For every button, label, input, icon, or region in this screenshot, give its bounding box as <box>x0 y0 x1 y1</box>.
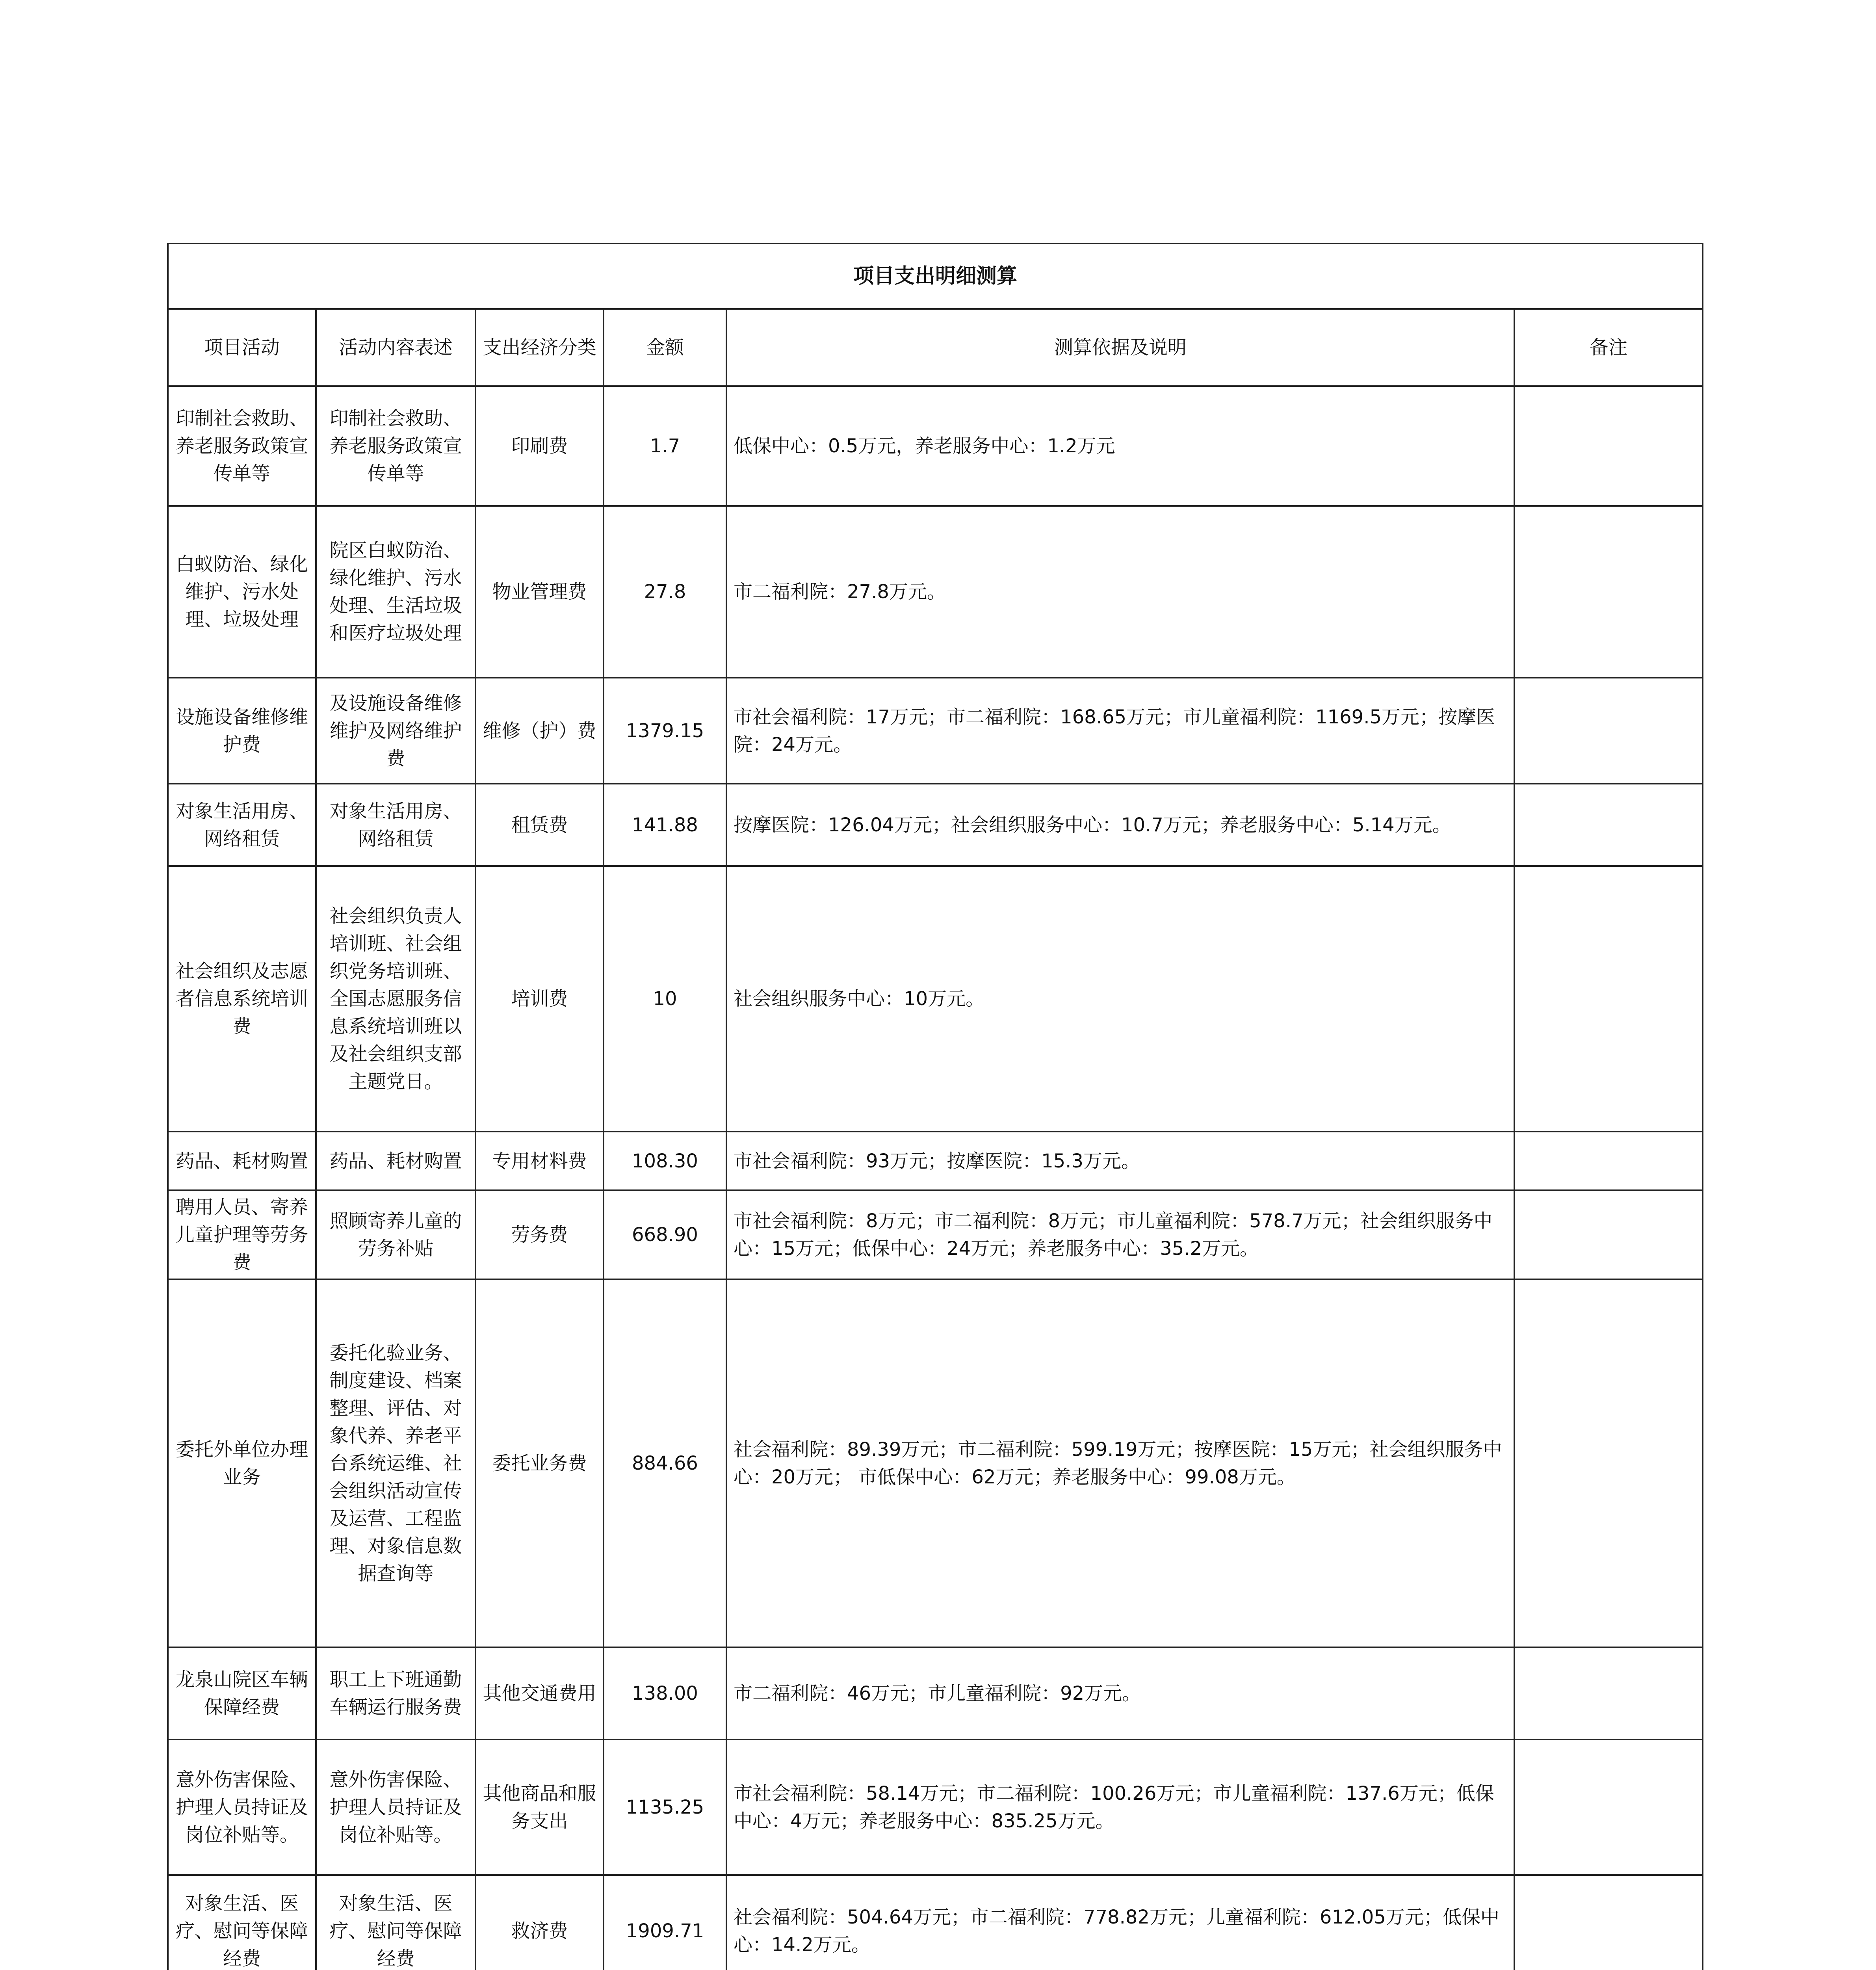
amount-cell: 1135.25 <box>604 1740 726 1875</box>
table-row <box>168 866 1703 1132</box>
amount-cell: 138.00 <box>604 1647 726 1740</box>
table-row <box>168 506 1703 678</box>
header-content: 活动内容表述 <box>316 309 476 386</box>
category-cell: 维修（护）费 <box>476 678 604 784</box>
activity-cell: 印制社会救助、养老服务政策宣传单等 <box>168 386 316 506</box>
basis-cell: 低保中心：0.5万元，养老服务中心：1.2万元 <box>726 386 1514 506</box>
category-cell: 专用材料费 <box>476 1132 604 1190</box>
basis-cell: 社会组织服务中心：10万元。 <box>726 866 1514 1132</box>
category-cell: 救济费 <box>476 1875 604 1970</box>
basis-cell: 市二福利院：46万元；市儿童福利院：92万元。 <box>726 1647 1514 1740</box>
note-cell <box>1514 1190 1703 1279</box>
category-cell: 其他商品和服务支出 <box>476 1740 604 1875</box>
note-cell <box>1514 784 1703 866</box>
basis-cell: 社会福利院：504.64万元；市二福利院：778.82万元；儿童福利院：612.05万元；低保中心：14.2万元。 <box>726 1875 1514 1970</box>
content-cell: 对象生活用房、网络租赁 <box>316 784 476 866</box>
table-title-row <box>168 243 1703 309</box>
header-category: 支出经济分类 <box>476 309 604 386</box>
content-cell: 药品、耗材购置 <box>316 1132 476 1190</box>
amount-cell: 10 <box>604 866 726 1132</box>
basis-cell: 市二福利院：27.8万元。 <box>726 506 1514 678</box>
amount-cell: 668.90 <box>604 1190 726 1279</box>
table-row <box>168 1740 1703 1875</box>
content-cell: 社会组织负责人培训班、社会组织党务培训班、全国志愿服务信息系统培训班以及社会组织支部主题党日。 <box>316 866 476 1132</box>
note-cell <box>1514 678 1703 784</box>
table-row <box>168 784 1703 866</box>
amount-cell: 108.30 <box>604 1132 726 1190</box>
table-row <box>168 678 1703 784</box>
activity-cell: 对象生活用房、网络租赁 <box>168 784 316 866</box>
note-cell <box>1514 1132 1703 1190</box>
note-cell <box>1514 506 1703 678</box>
header-note: 备注 <box>1514 309 1703 386</box>
basis-cell: 市社会福利院：93万元；按摩医院：15.3万元。 <box>726 1132 1514 1190</box>
note-cell <box>1514 1740 1703 1875</box>
table-row <box>168 1190 1703 1279</box>
activity-cell: 意外伤害保险、护理人员持证及岗位补贴等。 <box>168 1740 316 1875</box>
category-cell: 印刷费 <box>476 386 604 506</box>
amount-cell: 1909.71 <box>604 1875 726 1970</box>
content-cell: 对象生活、医疗、慰问等保障经费 <box>316 1875 476 1970</box>
table-row <box>168 1875 1703 1970</box>
table-header-row <box>168 309 1703 386</box>
note-cell <box>1514 386 1703 506</box>
amount-cell: 27.8 <box>604 506 726 678</box>
activity-cell: 社会组织及志愿者信息系统培训费 <box>168 866 316 1132</box>
basis-cell: 市社会福利院：17万元；市二福利院：168.65万元；市儿童福利院：1169.5万元；按摩医院：24万元。 <box>726 678 1514 784</box>
note-cell <box>1514 866 1703 1132</box>
note-cell <box>1514 1279 1703 1647</box>
basis-cell: 市社会福利院：58.14万元；市二福利院：100.26万元；市儿童福利院：137.6万元；低保中心：4万元；养老服务中心：835.25万元。 <box>726 1740 1514 1875</box>
table-row <box>168 1132 1703 1190</box>
amount-cell: 1.7 <box>604 386 726 506</box>
content-cell: 院区白蚁防治、绿化维护、污水处理、生活垃圾和医疗垃圾处理 <box>316 506 476 678</box>
amount-cell: 141.88 <box>604 784 726 866</box>
category-cell: 其他交通费用 <box>476 1647 604 1740</box>
basis-cell: 市社会福利院：8万元；市二福利院：8万元；市儿童福利院：578.7万元；社会组织服务中心：15万元；低保中心：24万元；养老服务中心：35.2万元。 <box>726 1190 1514 1279</box>
activity-cell: 白蚁防治、绿化维护、污水处理、垃圾处理 <box>168 506 316 678</box>
category-cell: 培训费 <box>476 866 604 1132</box>
activity-cell: 聘用人员、寄养儿童护理等劳务费 <box>168 1190 316 1279</box>
table-row <box>168 1647 1703 1740</box>
category-cell: 劳务费 <box>476 1190 604 1279</box>
header-basis: 测算依据及说明 <box>726 309 1514 386</box>
table-title: 项目支出明细测算 <box>168 243 1703 309</box>
content-cell: 照顾寄养儿童的劳务补贴 <box>316 1190 476 1279</box>
content-cell: 及设施设备维修维护及网络维护费 <box>316 678 476 784</box>
content-cell: 职工上下班通勤车辆运行服务费 <box>316 1647 476 1740</box>
table-row <box>168 1279 1703 1647</box>
content-cell: 委托化验业务、制度建设、档案整理、评估、对象代养、养老平台系统运维、社会组织活动宣传及运营、工程监理、对象信息数据查询等 <box>316 1279 476 1647</box>
table-row <box>168 386 1703 506</box>
note-cell <box>1514 1647 1703 1740</box>
note-cell <box>1514 1875 1703 1970</box>
content-cell: 意外伤害保险、护理人员持证及岗位补贴等。 <box>316 1740 476 1875</box>
activity-cell: 龙泉山院区车辆保障经费 <box>168 1647 316 1740</box>
category-cell: 委托业务费 <box>476 1279 604 1647</box>
activity-cell: 对象生活、医疗、慰问等保障经费 <box>168 1875 316 1970</box>
basis-cell: 按摩医院：126.04万元；社会组织服务中心：10.7万元；养老服务中心：5.14万元。 <box>726 784 1514 866</box>
activity-cell: 设施设备维修维护费 <box>168 678 316 784</box>
activity-cell: 药品、耗材购置 <box>168 1132 316 1190</box>
amount-cell: 1379.15 <box>604 678 726 784</box>
content-cell: 印制社会救助、养老服务政策宣传单等 <box>316 386 476 506</box>
header-activity: 项目活动 <box>168 309 316 386</box>
expense-detail-table <box>167 243 1703 1970</box>
header-amount: 金额 <box>604 309 726 386</box>
category-cell: 物业管理费 <box>476 506 604 678</box>
basis-cell: 社会福利院：89.39万元；市二福利院：599.19万元；按摩医院：15万元；社会组织服务中心：20万元； 市低保中心：62万元；养老服务中心：99.08万元。 <box>726 1279 1514 1647</box>
category-cell: 租赁费 <box>476 784 604 866</box>
amount-cell: 884.66 <box>604 1279 726 1647</box>
activity-cell: 委托外单位办理业务 <box>168 1279 316 1647</box>
